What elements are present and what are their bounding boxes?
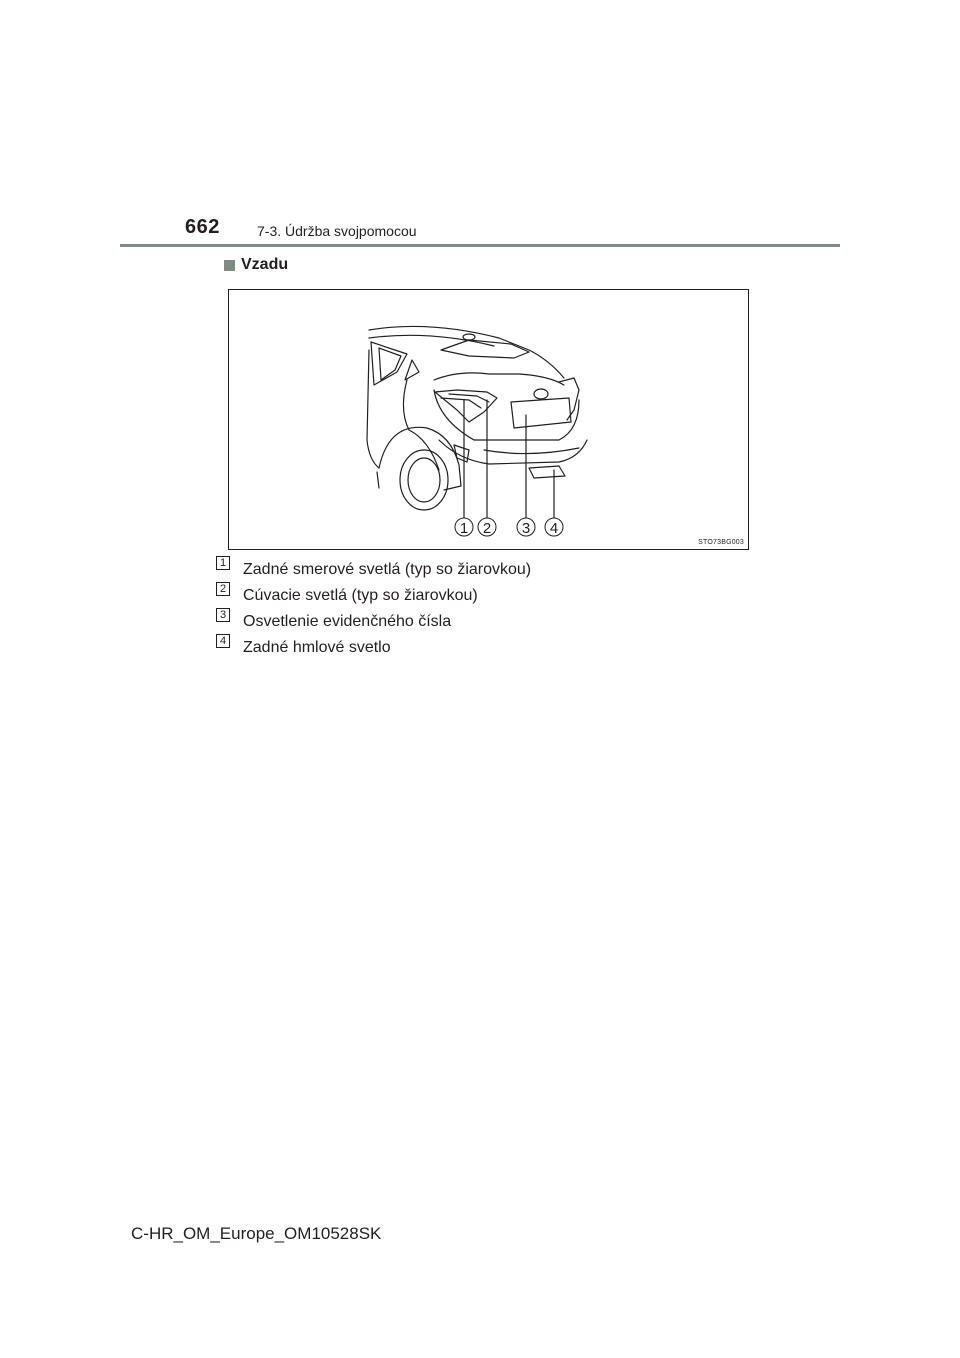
legend-item <box>216 634 531 660</box>
square-bullet-icon <box>224 260 235 271</box>
callout-3-label: 3 <box>521 520 531 537</box>
legend-number: 3 <box>216 608 230 622</box>
legend-list <box>216 556 531 660</box>
legend-number: 4 <box>216 634 230 648</box>
subheading-text: Vzadu <box>241 256 289 273</box>
legend-text: Zadné hmlové svetlo <box>243 639 391 656</box>
header-rule <box>120 244 840 247</box>
legend-item <box>216 556 531 582</box>
figure-code: STO73BG003 <box>698 539 744 546</box>
subheading <box>224 256 288 274</box>
legend-text: Zadné smerové svetlá (typ so žiarovkou) <box>243 561 532 578</box>
page-number: 662 <box>185 216 220 238</box>
callout-4-label: 4 <box>549 520 559 537</box>
callout-2-label: 2 <box>482 520 492 537</box>
legend-text: Osvetlenie evidenčného čísla <box>243 613 452 630</box>
legend-text: Cúvacie svetlá (typ so žiarovkou) <box>243 587 478 604</box>
car-rear-figure <box>228 289 749 550</box>
legend-number: 2 <box>216 582 230 596</box>
callout-1-label: 1 <box>459 520 469 537</box>
legend-number: 1 <box>216 556 230 570</box>
car-rear-illustration <box>229 290 748 549</box>
section-title: 7-3. Údržba svojpomocou <box>257 223 417 239</box>
legend-item <box>216 608 531 634</box>
legend-item <box>216 582 531 608</box>
footer-document-id: C-HR_OM_Europe_OM10528SK <box>131 1224 382 1243</box>
